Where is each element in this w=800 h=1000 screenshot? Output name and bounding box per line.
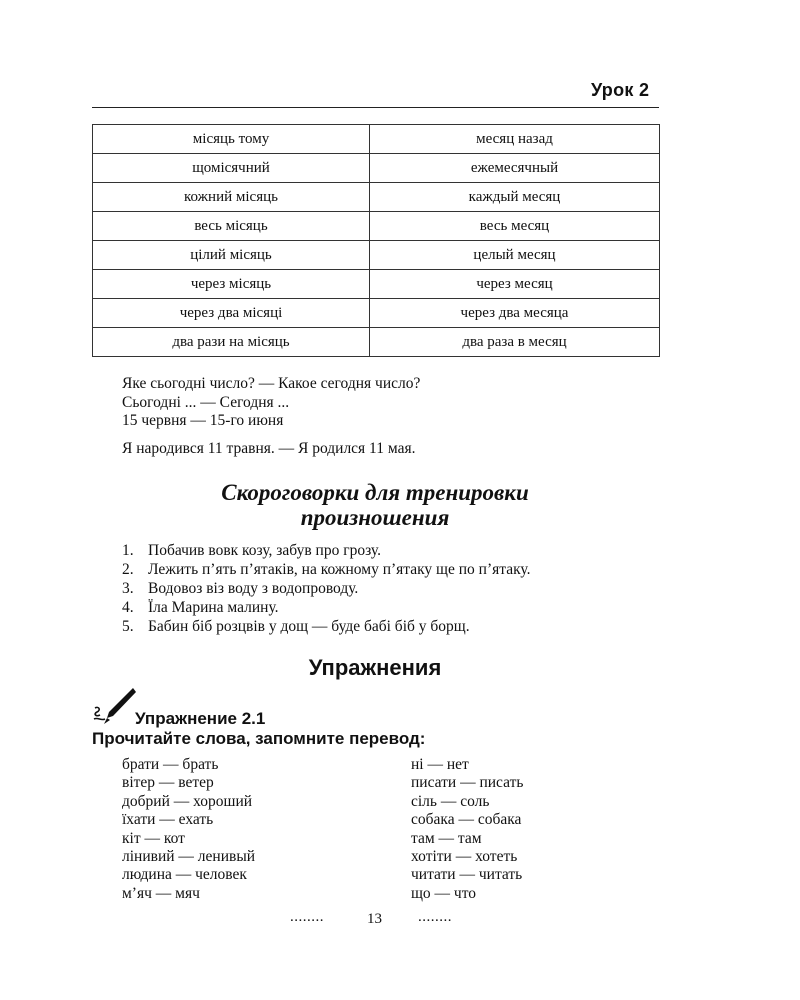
list-item [122,560,530,579]
table-cell-ukrainian: весь місяць [93,212,370,241]
table-cell-ukrainian: кожний місяць [93,183,370,212]
word-pair: ні — нет [411,756,469,773]
tongue-twisters-heading-line1: Скороговорки для тренировки [221,480,529,505]
table-cell-russian: ежемесячный [370,154,660,183]
word-pair: вітер — ветер [122,774,214,792]
word-pair: їхати — ехать [122,811,214,829]
date-phrase-line: Яке сьогодні число? — Какое сегодня число? [122,375,421,392]
footer-dots-left: ........ [290,909,324,925]
list-item [122,598,530,617]
table-cell-russian: целый месяц [370,241,660,270]
exercise-title: Упражнение 2.1 [135,709,266,728]
lesson-header-label: Урок 2 [591,80,650,100]
table-row [93,241,660,270]
table-row [93,183,660,212]
table-cell-russian: месяц назад [370,125,660,154]
footer-dots-right: ........ [418,909,452,925]
tongue-twisters-list [122,541,530,636]
table-cell-ukrainian: цілий місяць [93,241,370,270]
list-item-text: Побачив вовк козу, забув про грозу. [148,542,381,559]
table-row [93,299,660,328]
word-list-right [411,756,523,903]
vocabulary-table [92,124,660,357]
table-cell-ukrainian: місяць тому [93,125,370,154]
word-pair: писати — писать [411,774,524,792]
word-pair: собака — собака [411,811,522,829]
list-item [122,617,530,636]
table-row [93,154,660,183]
exercises-heading: Упражнения [308,655,442,680]
word-pair: читати — читать [411,866,523,884]
list-item-number: 5. [122,618,134,635]
table-cell-ukrainian: два рази на місяць [93,328,370,357]
word-pair: хотіти — хотеть [411,848,518,866]
table-row [93,212,660,241]
list-item-text: Водовоз віз воду з водопроводу. [148,580,359,597]
pen-writing-icon [92,686,136,726]
list-item-text: Їла Марина малину. [148,599,279,616]
table-cell-russian: весь месяц [370,212,660,241]
table-cell-ukrainian: через місяць [93,270,370,299]
table-cell-ukrainian: щомісячний [93,154,370,183]
tongue-twisters-heading-line2: произношения [300,505,450,530]
table-row [93,270,660,299]
date-phrase-line: Сьогодні ... — Сегодня ... [122,393,290,411]
word-pair: людина — человек [122,866,247,884]
birth-sentence: Я народився 11 травня. — Я родился 11 мая. [122,440,416,457]
list-item-text: Бабин біб розцвів у дощ — буде бабі біб у борщ. [148,618,470,635]
word-list-left [122,756,255,903]
header-rule [92,107,659,108]
date-phrase-line: 15 червня — 15-го июня [122,412,284,429]
table-cell-russian: через месяц [370,270,660,299]
list-item-number: 2. [122,561,134,578]
word-pair: сіль — соль [411,792,490,810]
word-pair: що — что [411,884,477,902]
list-item-number: 3. [122,580,134,597]
table-cell-ukrainian: через два місяці [93,299,370,328]
table-row [93,125,660,154]
word-pair: добрий — хороший [122,792,253,810]
word-pair: кіт — кот [122,829,185,847]
table-row [93,328,660,357]
table-cell-russian: два раза в месяц [370,328,660,357]
table-cell-russian: каждый месяц [370,183,660,212]
list-item-number: 4. [122,599,134,616]
list-item-number: 1. [122,542,134,559]
word-pair: лінивий — ленивый [122,848,256,866]
word-pair: там — там [411,829,482,847]
page-number: 13 [367,911,382,927]
list-item [122,541,530,560]
word-pair: брати — брать [122,756,219,773]
exercise-instruction: Прочитайте слова, запомните перевод: [92,729,426,748]
table-cell-russian: через два месяца [370,299,660,328]
list-item [122,579,530,598]
tongue-twisters-heading [100,480,650,530]
list-item-text: Лежить п’ять п’ятаків, на кожному п’ятаку ще по п’ятаку. [148,561,531,578]
date-phrases [122,375,420,431]
word-pair: м’яч — мяч [122,884,200,902]
